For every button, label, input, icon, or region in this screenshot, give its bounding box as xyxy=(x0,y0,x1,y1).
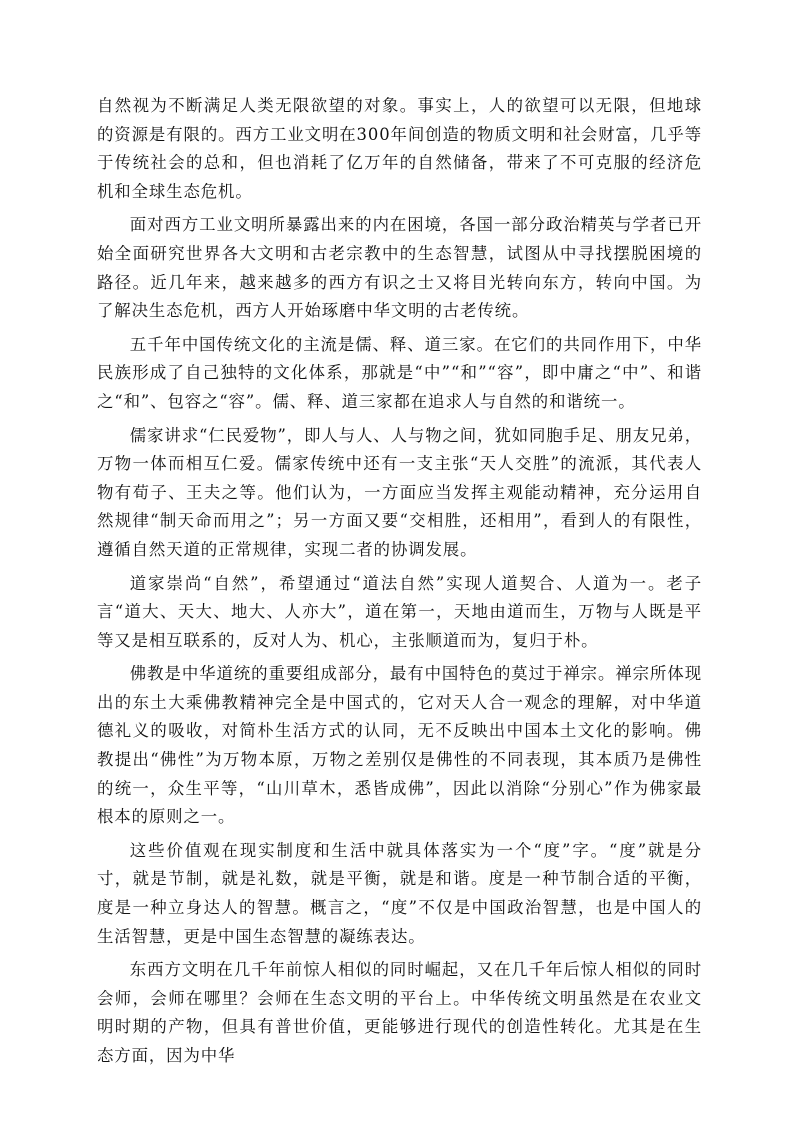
paragraph-3: 五千年中国传统文化的主流是儒、释、道三家。在它们的共同作用下，中华民族形成了自己独特的文化体系，那就是“中”“和”“容”，即中庸之“中”、和谐之“和”、包容之“容”。儒、释、道三家都在追求人与自然的和谐统一。 xyxy=(97,334,702,411)
paragraph-5: 道家崇尚“自然”，希望通过“道法自然”实现人道契合、人道为一。老子言“道大、天大、地大、人亦大”，道在第一，天地由道而生，万物与人既是平等又是相互联系的，反对人为、机心，主张顺道而为，复归于朴。 xyxy=(97,573,702,650)
paragraph-8: 东西方文明在几千年前惊人相似的同时崛起，又在几千年后惊人相似的同时会师，会师在哪里？会师在生态文明的平台上。中华传统文明虽然是在农业文明时期的产物，但具有普世价值，更能够进行现代的创造性转化。尤其是在生态方面，因为中华 xyxy=(97,960,702,1065)
document-page xyxy=(97,92,702,1071)
paragraph-4: 儒家讲求“仁民爱物”，即人与人、人与物之间，犹如同胞手足、朋友兄弟，万物一体而相互仁爱。儒家传统中还有一支主张“天人交胜”的流派，其代表人物有荀子、王夫之等。他们认为，一方面应当发挥主观能动精神，充分运用自然规律“制天命而用之”；另一方面又要“交相胜，还相用”，看到人的有限性，遵循自然天道的正常规律，实现二者的协调发展。 xyxy=(97,425,702,559)
paragraph-6: 佛教是中华道统的重要组成部分，最有中国特色的莫过于禅宗。禅宗所体现出的东土大乘佛教精神完全是中国式的，它对天人合一观念的理解，对中华道德礼义的吸收，对简朴生活方式的认同，无不反映出中国本土文化的影响。佛教提出“佛性”为万物本原，万物之差别仅是佛性的不同表现，其本质乃是佛性的统一，众生平等，“山川草木，悉皆成佛”，因此以消除“分别心”作为佛家最根本的原则之一。 xyxy=(97,664,702,827)
paragraph-2: 面对西方工业文明所暴露出来的内在困境，各国一部分政治精英与学者已开始全面研究世界各大文明和古老宗教中的生态智慧，试图从中寻找摆脱困境的路径。近几年来，越来越多的西方有识之士又将目光转向东方，转向中国。为了解决生态危机，西方人开始琢磨中华文明的古老传统。 xyxy=(97,215,702,321)
paragraph-1: 自然视为不断满足人类无限欲望的对象。事实上，人的欲望可以无限，但地球的资源是有限的。西方工业文明在300年间创造的物质文明和社会财富，几乎等于传统社会的总和，但也消耗了亿万年的自然储备，带来了不可克服的经济危机和全球生态危机。 xyxy=(97,96,702,201)
paragraph-7: 这些价值观在现实制度和生活中就具体落实为一个“度”字。“度”就是分寸，就是节制，就是礼数，就是平衡，就是和谐。度是一种节制合适的平衡，度是一种立身达人的智慧。概言之，“度”不仅是中国政治智慧，也是中国人的生活智慧，更是中国生态智慧的凝练表达。 xyxy=(97,840,702,946)
